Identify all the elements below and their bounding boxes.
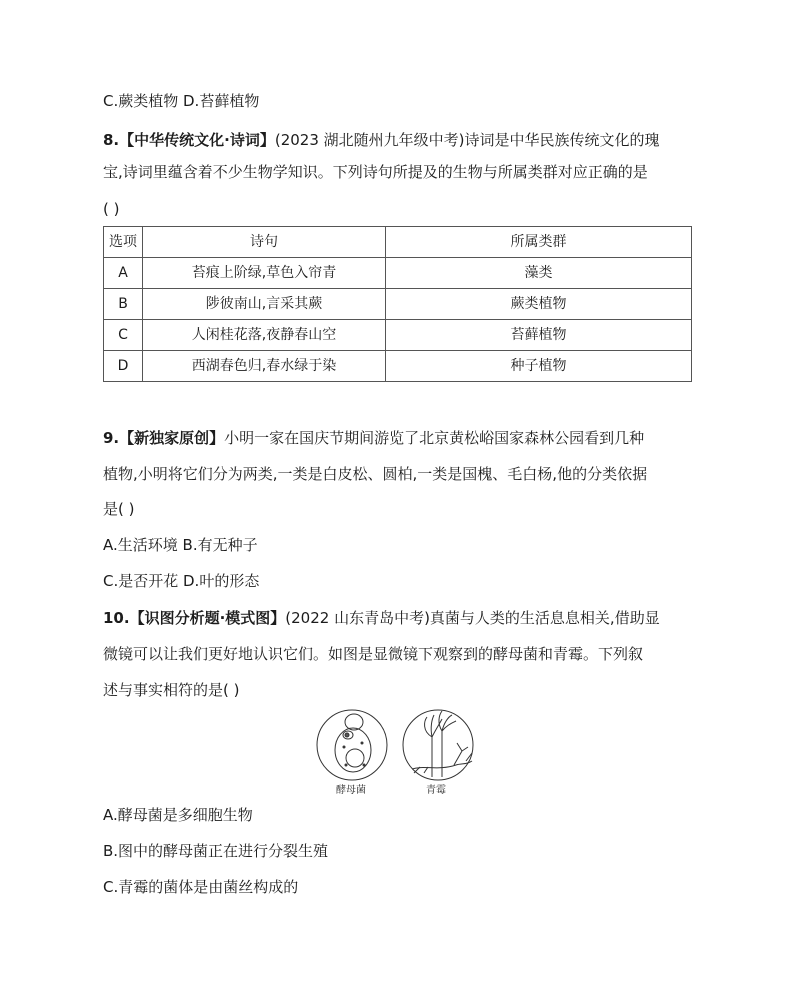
table-row — [104, 289, 692, 320]
q9-options-ab: A.生活环境 B.有无种子 — [103, 536, 258, 554]
q9-number: 9. — [103, 429, 120, 447]
table-header-cell: 选项 — [104, 227, 143, 258]
q8-number: 8. — [103, 131, 120, 149]
table-cell: A — [104, 258, 143, 289]
q10-stem-line-1 — [103, 607, 660, 629]
penicillium-caption: 青霉 — [426, 785, 446, 796]
table-header-row — [104, 227, 692, 258]
q10-stem-line-2: 微镜可以让我们更好地认识它们。如图是显微镜下观察到的酵母菌和青霉。下列叙 — [103, 645, 644, 663]
q9-stem-text-1: 小明一家在国庆节期间游览了北京黄松峪国家森林公园看到几种 — [224, 429, 645, 447]
q9-stem-line-2: 植物,小明将它们分为两类,一类是白皮松、圆柏,一类是国槐、毛白杨,他的分类依据 — [103, 465, 648, 483]
table-cell: 苔痕上阶绿,草色入帘青 — [143, 258, 386, 289]
yeast-caption: 酵母菌 — [336, 785, 366, 796]
table-cell: 藻类 — [386, 258, 692, 289]
table-cell: 西湖春色归,春水绿于染 — [143, 351, 386, 382]
q8-answer-blank: ( ) — [103, 200, 120, 218]
table-cell: 陟彼南山,言采其蕨 — [143, 289, 386, 320]
table-cell: 蕨类植物 — [386, 289, 692, 320]
table-row — [104, 258, 692, 289]
fungi-illustration — [316, 707, 490, 785]
q8-stem-line-2: 宝,诗词里蕴含着不少生物学知识。下列诗句所提及的生物与所属类群对应正确的是 — [103, 163, 648, 181]
q9-options-cd: C.是否开花 D.叶的形态 — [103, 572, 260, 590]
q7-options-cd: C.蕨类植物 D.苔藓植物 — [103, 92, 260, 110]
q8-stem-line-1 — [103, 129, 660, 151]
table-row — [104, 351, 692, 382]
table-cell: 人闲桂花落,夜静春山空 — [143, 320, 386, 351]
q9-stem-line-1 — [103, 427, 644, 449]
q10-stem-line-3: 述与事实相符的是( ) — [103, 681, 240, 699]
yeast-illustration — [317, 710, 387, 780]
table-cell: 苔藓植物 — [386, 320, 692, 351]
q10-option-b: B.图中的酵母菌正在进行分裂生殖 — [103, 842, 329, 860]
q9-tag: 【新独家原创】 — [119, 429, 225, 447]
table-cell: 种子植物 — [386, 351, 692, 382]
q10-number: 10. — [103, 609, 130, 627]
q10-stem-text-1: (2022 山东青岛中考)真菌与人类的生活息息相关,借助显 — [285, 609, 660, 627]
q10-option-a: A.酵母菌是多细胞生物 — [103, 806, 253, 824]
table-cell: D — [104, 351, 143, 382]
table-header-cell: 所属类群 — [386, 227, 692, 258]
q9-stem-line-3: 是( ) — [103, 500, 135, 518]
penicillium-illustration — [403, 710, 473, 780]
q8-stem-text-1: (2023 湖北随州九年级中考)诗词是中华民族传统文化的瑰 — [274, 131, 660, 149]
table-row — [104, 320, 692, 351]
q8-tag: 【中华传统文化·诗词】 — [119, 131, 275, 149]
q10-tag: 【识图分析题·模式图】 — [129, 609, 286, 627]
table-cell: C — [104, 320, 143, 351]
table-header-cell: 诗句 — [143, 227, 386, 258]
table-cell: B — [104, 289, 143, 320]
q10-option-c: C.青霉的菌体是由菌丝构成的 — [103, 878, 299, 896]
fungi-microscope-figure — [316, 707, 490, 799]
q8-table — [103, 226, 692, 382]
